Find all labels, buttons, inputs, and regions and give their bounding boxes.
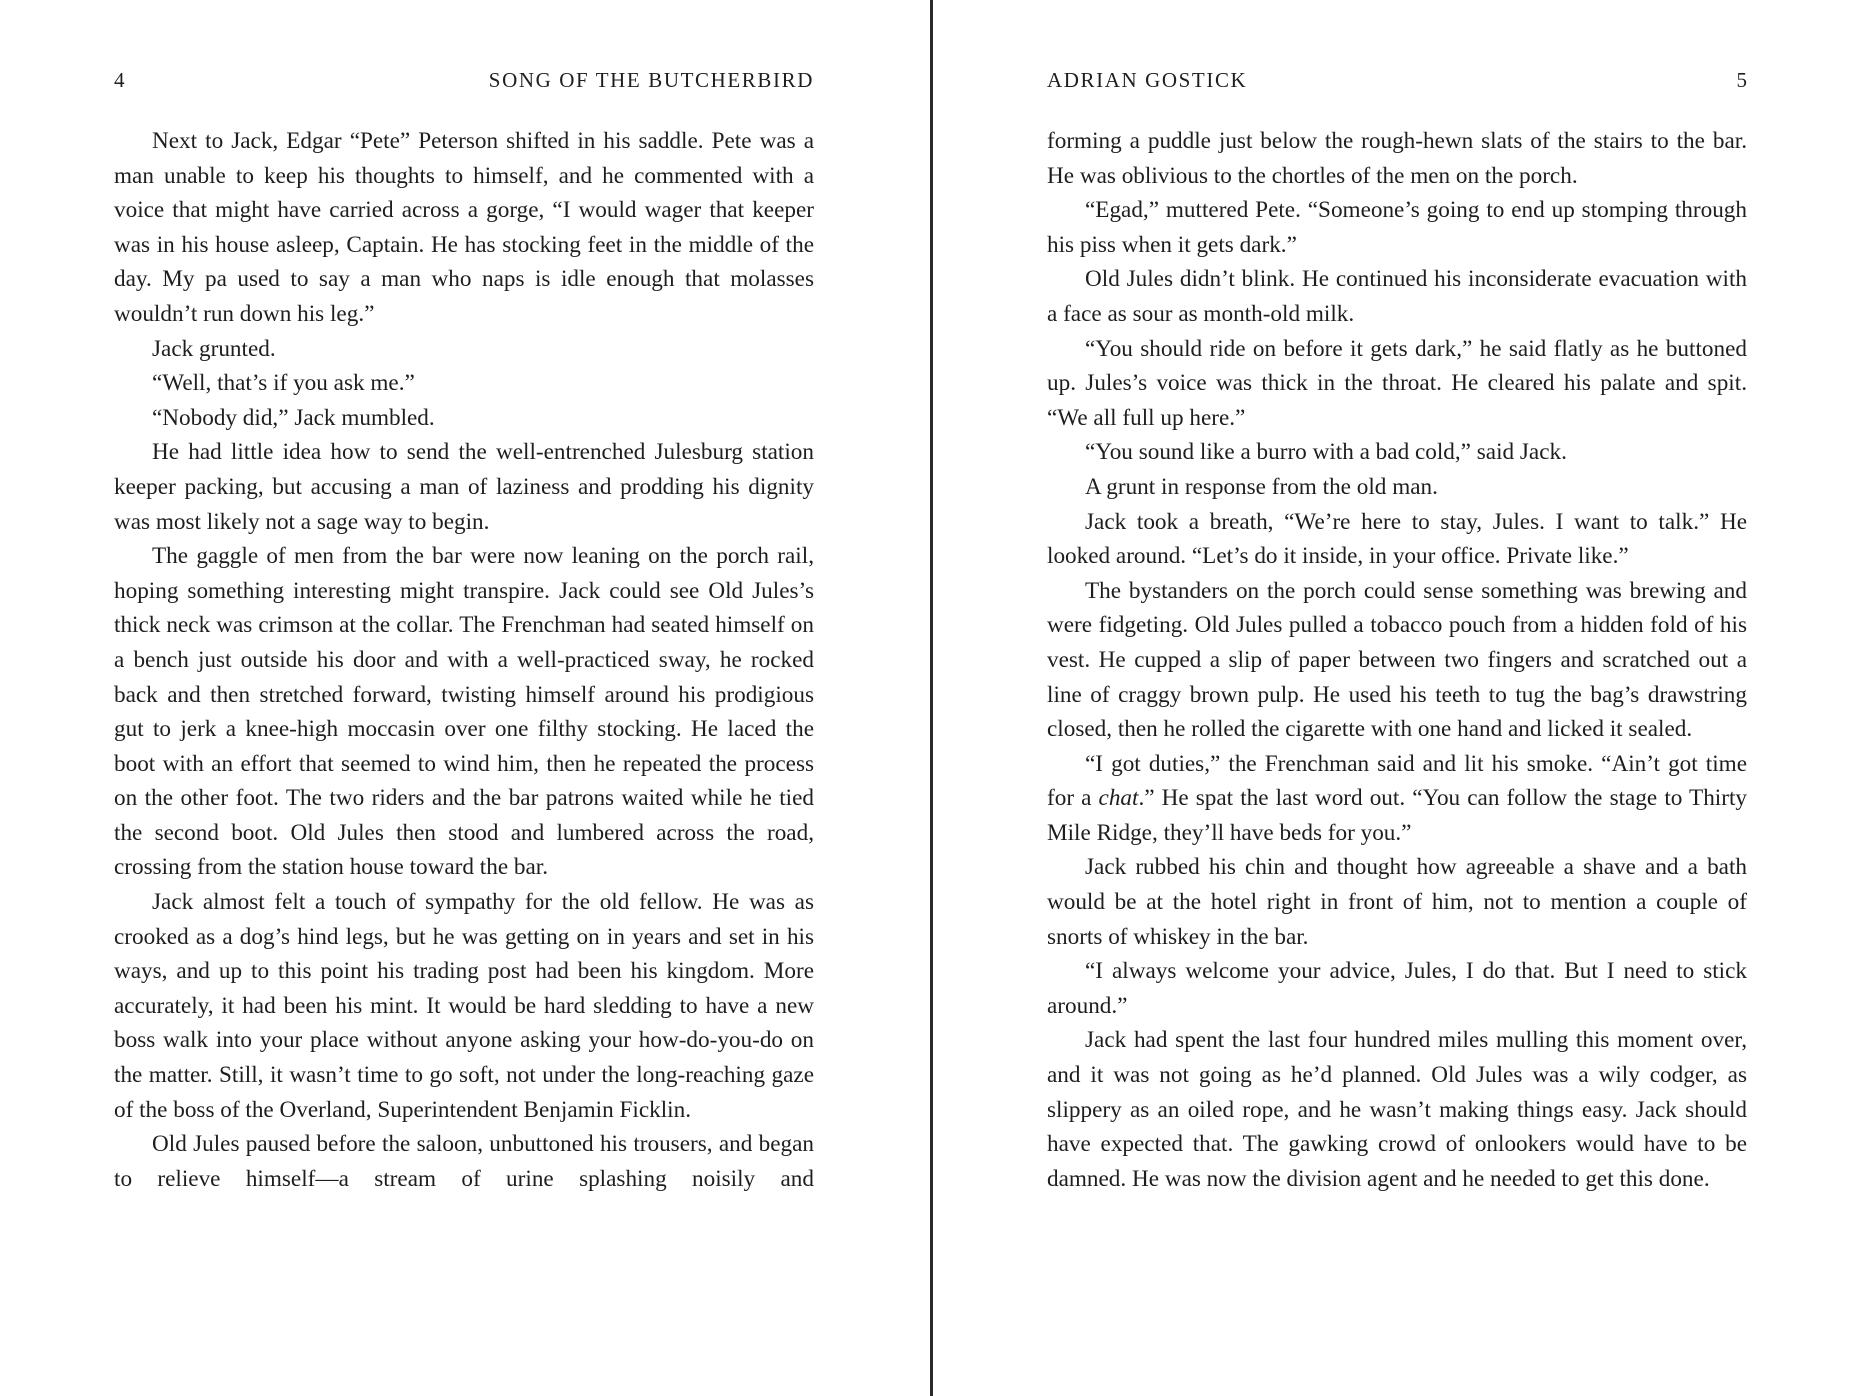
page-number: 4 (114, 68, 125, 92)
paragraph: Jack grunted. (152, 335, 276, 362)
spine-divider (930, 0, 933, 1396)
paragraph: Old Jules paused before the saloon, unbuttoned his trousers, and began to relieve himself—a stream of urine splashing noisily and (114, 1131, 814, 1192)
paragraph: Old Jules didn’t blink. He continued his inconsiderate evacuation with a face as sour as month-old milk. (1047, 266, 1747, 327)
paragraph: “Egad,” muttered Pete. “Someone’s going to end up stomping through his piss when it gets dark.” (1047, 197, 1747, 258)
paragraph: The gaggle of men from the bar were now leaning on the porch rail, hoping something interesting might transpire. Jack could see Old Jules’s thick neck was crimson at the collar. The Frenchman had seated himself on a bench just outside his door and with a well-practiced sway, he rocked back and then stretched forward, twisting himself around his prodigious gut to jerk a knee-high moccasin over one filthy stocking. He laced the boot with an effort that seemed to wind him, then he repeated the process on the other foot. The two riders and the bar patrons waited while he tied the second boot. Old Jules then stood and lumbered across the road, crossing from the station house toward the bar. (114, 543, 814, 881)
paragraph: Jack almost felt a touch of sympathy for the old fellow. He was as crooked as a dog’s hind legs, but he was getting on in years and set in his ways, and up to this point his trading post had been his kingdom. More accurately, it had been his mint. It would be hard sledding to have a new boss walk into your place without anyone asking your how-do-you-do on the matter. Still, it wasn’t time to go soft, not under the long-reaching gaze of the boss of the Overland, Superintendent Benjamin Ficklin. (114, 889, 814, 1123)
paragraph: “I always welcome your advice, Jules, I do that. But I need to stick around.” (1047, 958, 1747, 1019)
paragraph: “You should ride on before it gets dark,” he said flatly as he buttoned up. Jules’s voice was thick in the throat. He cleared his palate and spit. “We all full up here.” (1047, 335, 1747, 431)
body-text-right (1047, 124, 1747, 1196)
page-number: 5 (1736, 68, 1747, 92)
paragraph-text: “I got duties,” the Frenchman said and lit his smoke. “Ain’t got time for a (1047, 750, 1747, 812)
paragraph: Jack took a breath, “We’re here to stay, Jules. I want to talk.” He looked around. “Let’s do it inside, in your office. Private like.” (1047, 508, 1747, 570)
left-page (114, 0, 814, 1396)
paragraph: The bystanders on the porch could sense something was brewing and were fidgeting. Old Jules pulled a tobacco pouch from a hidden fold of his vest. He cupped a slip of paper between two fingers and scratched out a line of craggy brown pulp. He used his teeth to tug the bag’s drawstring closed, then he rolled the cigarette with one hand and licked it sealed. (1047, 577, 1747, 743)
paragraph: Jack had spent the last four hundred miles mulling this moment over, and it was not going as he’d planned. Old Jules was a wily codger, as slippery as an oiled rope, and he wasn’t making things easy. Jack should have expected that. The gawking crowd of onlookers would have to be damned. He was now the division agent and he needed to get this done. (1047, 1027, 1747, 1192)
paragraph-continued: forming a puddle just below the rough-hewn slats of the stairs to the bar. He was oblivious to the chortles of the men on the porch. (1047, 128, 1747, 189)
paragraph: “Nobody did,” Jack mumbled. (152, 404, 435, 431)
paragraph (1047, 747, 1747, 851)
paragraph: Jack rubbed his chin and thought how agreeable a shave and a bath would be at the hotel right in front of him, not to mention a couple of snorts of whiskey in the bar. (1047, 854, 1747, 950)
paragraph: “Well, that’s if you ask me.” (152, 370, 415, 397)
paragraph: Next to Jack, Edgar “Pete” Peterson shifted in his saddle. Pete was a man unable to keep his thoughts to himself, and he commented with a voice that might have carried across a gorge, “I would wager that keeper was in his house asleep, Captain. He has stocking feet in the middle of the day. My pa used to say a man who naps is idle enough that molasses wouldn’t run down his leg.” (114, 128, 814, 327)
running-head-left (114, 68, 814, 98)
book-title: SONG OF THE BUTCHERBIRD (488, 68, 814, 92)
right-page (1047, 0, 1747, 1396)
emphasized-word: chat (1098, 785, 1139, 812)
paragraph: “You sound like a burro with a bad cold,” said Jack. (1085, 439, 1567, 466)
body-text-left (114, 124, 814, 1196)
paragraph: A grunt in response from the old man. (1085, 473, 1438, 500)
running-head-right (1047, 68, 1747, 98)
paragraph-text: .” He spat the last word out. “You can follow the stage to Thirty Mile Ridge, they’ll have beds for you.” (1047, 785, 1747, 846)
paragraph: He had little idea how to send the well-entrenched Julesburg station keeper packing, but accusing a man of laziness and prodding his dignity was most likely not a sage way to begin. (114, 439, 814, 535)
author-name: ADRIAN GOSTICK (1047, 68, 1248, 92)
